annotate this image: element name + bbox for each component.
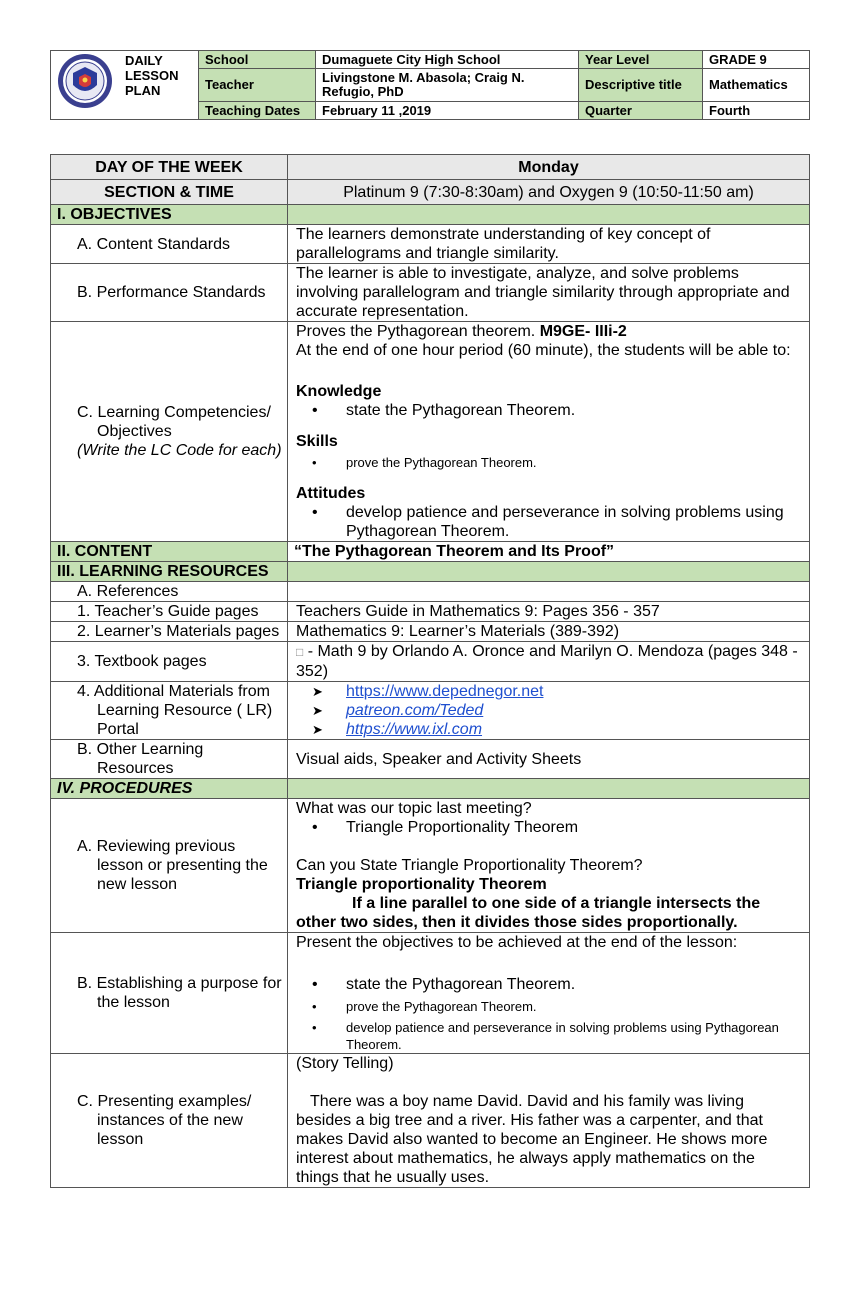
arrow-bullet-icon: ➤: [312, 722, 323, 737]
day-label: DAY OF THE WEEK: [51, 155, 288, 180]
deped-seal-icon: [57, 53, 113, 109]
teaching-dates-label: Teaching Dates: [199, 102, 316, 120]
day-value: Monday: [288, 155, 810, 180]
section-label: SECTION & TIME: [51, 180, 288, 205]
lc-code-note: (Write the LC Code for each): [77, 442, 282, 459]
year-level-value: GRADE 9: [703, 51, 810, 69]
references-label: A. References: [51, 582, 288, 602]
quarter-label: Quarter: [579, 102, 703, 120]
doc-type-label: DAILY LESSON PLAN: [125, 53, 179, 98]
procedures-heading: IV. PROCEDURES: [51, 779, 288, 799]
learners-materials-value: Mathematics 9: Learner’s Materials (389-392): [288, 622, 810, 642]
other-resources-value: Visual aids, Speaker and Activity Sheets: [288, 740, 810, 779]
skills-heading: Skills: [296, 433, 338, 450]
presenting-examples-label: C. Presenting examples/ instances of the new lesson: [51, 1054, 288, 1188]
learning-competencies-label: C. Learning Competencies/ Objectives (Write the LC Code for each): [51, 322, 288, 542]
school-label: School: [199, 51, 316, 69]
purpose-label: B. Establishing a purpose for the lesson: [51, 933, 288, 1054]
book-icon: □: [296, 645, 304, 659]
content-standards-label: A. Content Standards: [51, 225, 288, 264]
textbook-value: □ - Math 9 by Orlando A. Oronce and Marilyn O. Mendoza (pages 348 - 352): [288, 642, 810, 682]
objectives-intro: At the end of one hour period (60 minute), the students will be able to:: [296, 342, 791, 359]
logo-cell: [51, 51, 199, 120]
skills-item: prove the Pythagorean Theorem.: [346, 455, 537, 470]
reviewing-label: A. Reviewing previous lesson or presenting the new lesson: [51, 799, 288, 933]
textbook-label: 3. Textbook pages: [51, 642, 288, 682]
descriptive-title-value: Mathematics: [703, 69, 810, 102]
reviewing-value: What was our topic last meeting? • Triangle Proportionality Theorem Can you State Triangle Proportionality Theorem? Triangle proportionality Theorem If a line parallel to one side of a triangle intersects the other two sides, then it divides those sides proportionally.: [288, 799, 810, 933]
teaching-dates-value: February 11 ,2019: [316, 102, 579, 120]
learning-resources-heading-blank: [288, 562, 810, 582]
attitudes-heading: Attitudes: [296, 485, 366, 502]
purpose-item-2: prove the Pythagorean Theorem.: [346, 999, 537, 1014]
knowledge-heading: Knowledge: [296, 383, 382, 400]
competency-text: Proves the Pythagorean theorem.: [296, 323, 536, 340]
link-teded[interactable]: patreon.com/Teded: [346, 702, 484, 719]
descriptive-title-label: Descriptive title: [579, 69, 703, 102]
attitudes-item: develop patience and perseverance in solving problems using Pythagorean Theorem.: [346, 504, 784, 540]
references-blank: [288, 582, 810, 602]
year-level-label: Year Level: [579, 51, 703, 69]
content-heading: II. CONTENT: [51, 542, 288, 562]
performance-standards-label: B. Performance Standards: [51, 264, 288, 322]
objectives-heading-blank: [288, 205, 810, 225]
content-title: “The Pythagorean Theorem and Its Proof”: [288, 542, 810, 562]
review-question-1: What was our topic last meeting?: [296, 800, 532, 817]
teachers-guide-value: Teachers Guide in Mathematics 9: Pages 356 - 357: [288, 602, 810, 622]
review-question-2: Can you State Triangle Proportionality Theorem?: [296, 857, 643, 874]
link-ixl[interactable]: https://www.ixl.com: [346, 721, 483, 738]
knowledge-item: state the Pythagorean Theorem.: [346, 402, 576, 419]
presenting-examples-value: [288, 1054, 810, 1188]
arrow-bullet-icon: ➤: [312, 684, 323, 699]
teacher-label: Teacher: [199, 69, 316, 102]
story-telling-intro: (Story Telling): [296, 1055, 394, 1072]
teachers-guide-label: 1. Teacher’s Guide pages: [51, 602, 288, 622]
lc-code: M9GE- IIIi-2: [539, 323, 627, 340]
procedures-heading-blank: [288, 779, 810, 799]
purpose-item-3: develop patience and perseverance in solving problems using Pythagorean Theorem.: [346, 1020, 779, 1052]
purpose-value: Present the objectives to be achieved at the end of the lesson: • state the Pythagorean Theorem. • prove the Pythagorean Theorem. • develop patience and perseverance in solving problems using Pythagorean Theorem.: [288, 933, 810, 1054]
additional-materials-links: [288, 682, 810, 740]
teacher-value: Livingstone M. Abasola; Craig N. Refugio, PhD: [316, 69, 579, 102]
learning-competencies-value: Proves the Pythagorean theorem. M9GE- IIIi-2 At the end of one hour period (60 minute), the students will be able to: Knowledge • state the Pythagorean Theorem. Skills • prove the Pythagorean Theorem. Attitudes • develop patience and perseverance in solving problems using Pythagorean Theorem.: [288, 322, 810, 542]
header-table: [50, 50, 810, 120]
arrow-bullet-icon: ➤: [312, 703, 323, 718]
story-paragraph: There was a boy name David. David and his family was living besides a big tree and a river. His father was a carpenter, and that makes David also wanted to become an Engineer. He shows more interest about mathematics, he always apply mathematics on the things that he usually uses.: [296, 1093, 768, 1186]
other-resources-label: B. Other Learning Resources: [51, 740, 288, 779]
lesson-plan-table: [50, 154, 810, 1188]
learners-materials-label: 2. Learner’s Materials pages: [51, 622, 288, 642]
section-value: Platinum 9 (7:30-8:30am) and Oxygen 9 (10:50-11:50 am): [288, 180, 810, 205]
objectives-heading: I. OBJECTIVES: [51, 205, 288, 225]
additional-materials-label: 4. Additional Materials from Learning Resource ( LR) Portal: [51, 682, 288, 740]
learning-resources-heading: III. LEARNING RESOURCES: [51, 562, 288, 582]
theorem-title: Triangle proportionality Theorem: [296, 876, 547, 893]
performance-standards-value: The learner is able to investigate, analyze, and solve problems involving parallelogram and triangle similarity through appropriate and accurate representation.: [288, 264, 810, 322]
purpose-item-1: state the Pythagorean Theorem.: [346, 976, 576, 993]
purpose-intro: Present the objectives to be achieved at the end of the lesson:: [296, 934, 738, 951]
quarter-value: Fourth: [703, 102, 810, 120]
school-value: Dumaguete City High School: [316, 51, 579, 69]
review-answer-1: Triangle Proportionality Theorem: [346, 819, 579, 836]
theorem-statement: If a line parallel to one side of a triangle intersects the other two sides, then it divides those sides proportionally.: [296, 895, 761, 931]
link-depednegor[interactable]: https://www.depednegor.net: [346, 683, 544, 700]
content-standards-value: The learners demonstrate understanding of key concept of parallelograms and triangle similarity.: [288, 225, 810, 264]
